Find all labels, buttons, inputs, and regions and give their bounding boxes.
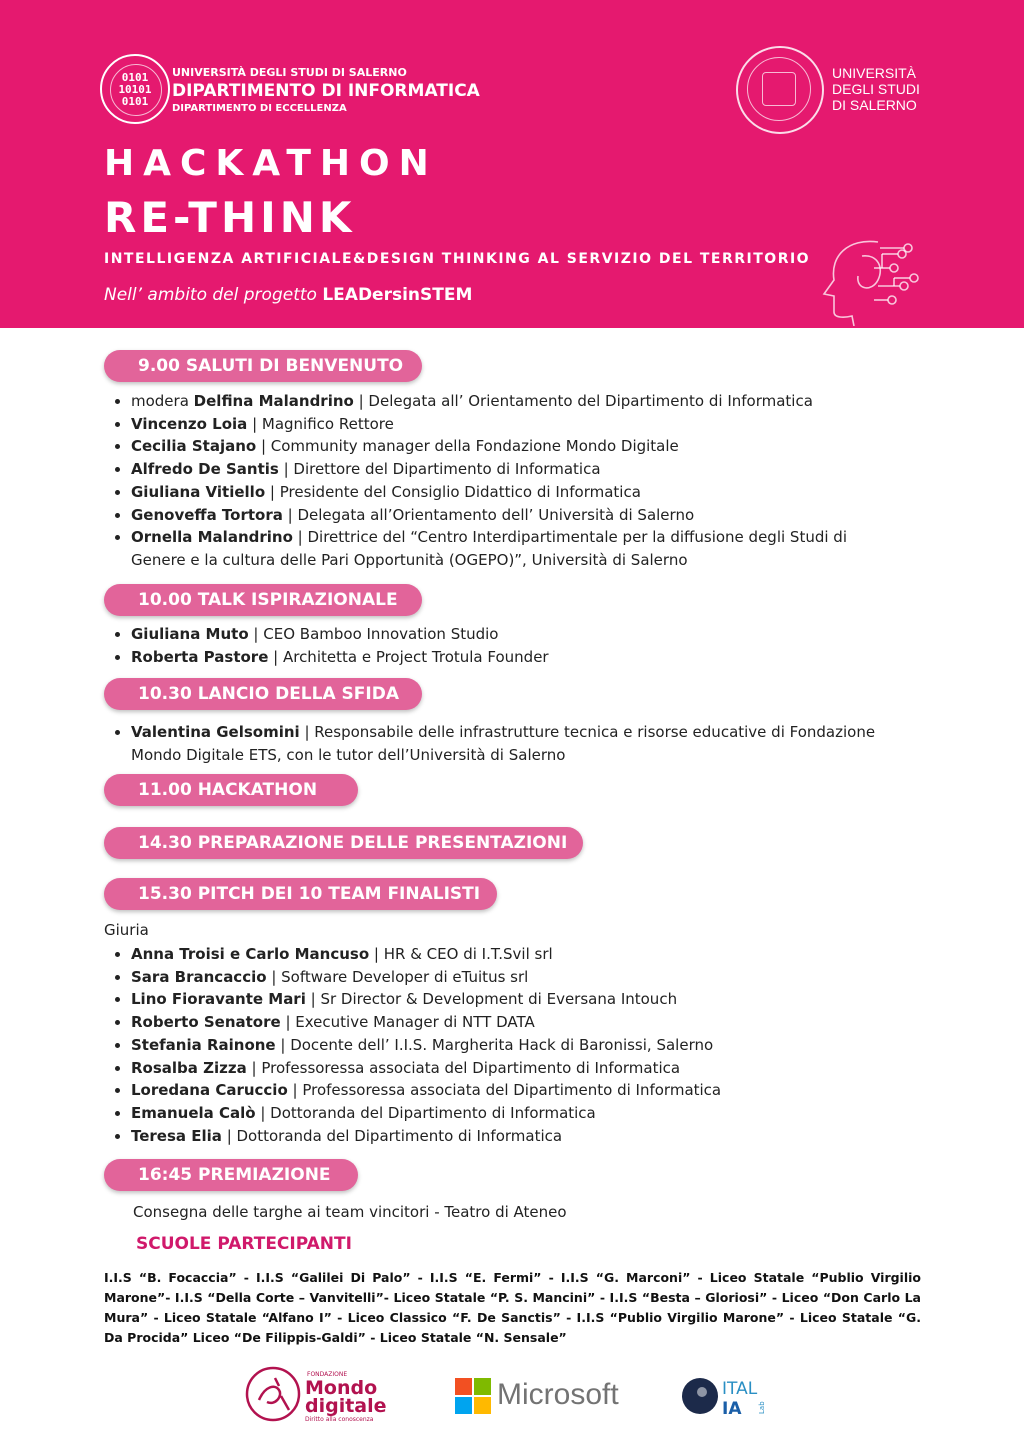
speaker-name: Genoveffa Tortora	[131, 505, 283, 524]
jury-role: | Sr Director & Development di Eversana Intouch	[305, 990, 678, 1009]
jury-role: | Dottoranda del Dipartimento di Informatica	[255, 1103, 596, 1122]
list-item	[131, 623, 891, 646]
challenge-speaker-list	[111, 721, 891, 766]
speaker-role: | Community manager della Fondazione Mondo Digitale	[256, 437, 679, 456]
header-banner	[0, 0, 1024, 328]
university-line: DEGLI STUDI	[832, 81, 920, 97]
list-item	[131, 1057, 891, 1080]
jury-name: Emanuela Calò	[131, 1103, 256, 1122]
jury-name: Loredana Caruccio	[131, 1081, 288, 1100]
jury-role: | Dottoranda del Dipartimento di Informatica	[221, 1126, 563, 1145]
list-item	[131, 481, 891, 504]
dept-line-2: DIPARTIMENTO DI INFORMATICA	[172, 81, 480, 101]
list-item	[131, 413, 891, 436]
section-header-challenge: 10.30 LANCIO DELLA SFIDA	[104, 678, 422, 710]
project-name: LEADersinSTEM	[322, 285, 473, 305]
list-item	[131, 1125, 891, 1148]
microsoft-wordmark: Microsoft	[497, 1378, 619, 1411]
md-line-1: Mondo	[305, 1377, 378, 1399]
list-item	[131, 458, 891, 481]
logo-bits-row: 0101	[121, 71, 149, 84]
talk-speaker-list	[111, 623, 891, 668]
italia-lab-logo	[680, 1372, 776, 1420]
dept-line-3: DIPARTIMENTO DI ECCELLENZA	[172, 103, 347, 114]
speaker-name: Ornella Malandrino	[131, 528, 293, 547]
university-line: DI SALERNO	[832, 97, 917, 113]
jury-name: Roberto Senatore	[131, 1013, 281, 1032]
jury-name: Sara Brancaccio	[131, 967, 267, 986]
jury-name: Anna Troisi e Carlo Mancuso	[131, 945, 370, 963]
speaker-name: Valentina Gelsomini	[131, 723, 300, 741]
speaker-role: | Architetta e Project Trotula Founder	[268, 647, 549, 666]
section-header-presentations: 14.30 PREPARAZIONE DELLE PRESENTAZIONI	[104, 827, 583, 859]
jury-label: Giuria	[104, 921, 149, 939]
md-figure	[259, 1378, 289, 1410]
logo-binary	[102, 72, 168, 108]
list-item	[131, 721, 891, 766]
jury-role: | Software Developer di eTuitus srl	[266, 967, 529, 986]
project-line	[104, 285, 472, 305]
section-header-pitch: 15.30 PITCH DEI 10 TEAM FINALISTI	[104, 878, 497, 910]
md-line-2: digitale	[305, 1395, 387, 1417]
ms-square-blue	[455, 1397, 472, 1414]
ital-line-2: IA	[722, 1399, 742, 1419]
awards-note: Consegna delle targhe ai team vincitori - Teatro di Ateneo	[133, 1203, 567, 1221]
ai-head-icon	[818, 234, 922, 326]
list-item	[131, 646, 891, 669]
mondo-digitale-logo	[245, 1366, 395, 1424]
jury-role: | Docente dell’ I.I.S. Margherita Hack di Baronissi, Salerno	[275, 1035, 714, 1054]
jury-role: | HR & CEO di I.T.Svil srl	[369, 945, 553, 963]
section-header-awards: 16:45 PREMIAZIONE	[104, 1159, 358, 1191]
section-header-hackathon: 11.00 HACKATHON	[104, 774, 358, 806]
university-seal-icon	[736, 46, 824, 134]
md-circle	[247, 1368, 299, 1420]
speaker-role: | Presidente del Consiglio Didattico di Informatica	[265, 482, 641, 501]
department-name	[172, 66, 480, 114]
list-item	[131, 966, 891, 989]
jury-name: Lino Fioravante Mari	[131, 990, 306, 1009]
event-title-line-2: RE-THINK	[104, 193, 356, 242]
list-item	[131, 1079, 891, 1102]
ms-square-red	[455, 1378, 472, 1395]
microsoft-logo-icon	[455, 1378, 491, 1414]
section-header-welcome: 9.00 SALUTI DI BENVENUTO	[104, 350, 422, 382]
jury-name: Rosalba Zizza	[131, 1058, 247, 1077]
schools-text: I.I.S “B. Focaccia” - I.I.S “Galilei Di Palo” - I.I.S “E. Fermi” - I.I.S “G. Marconi” - Liceo Statale “Publio Virgilio Marone”- I.I.S “Della Corte – Vanvitelli”- Liceo Statale “P. S. Mancini” - I.I.S “Besta – Gloriosi” - Liceo “Don Carlo La Mura” - Liceo Statale “Alfano I” - Liceo Classico “F. De Sanctis” - I.I.S “Publio Virgilio Marone” - Liceo Statale “G. Da Procida” Liceo “De Filippis-Galdi” - Liceo Statale “N. Sensale”	[104, 1270, 921, 1345]
speaker-role: | Magnifico Rettore	[247, 414, 394, 433]
ital-line-1: ITAL	[722, 1379, 758, 1399]
speaker-name: Giuliana Muto	[131, 625, 249, 643]
list-item	[131, 390, 891, 413]
university-name	[832, 65, 920, 113]
jury-name: Teresa Elia	[131, 1126, 222, 1145]
speaker-name: Alfredo De Santis	[131, 460, 279, 479]
project-prefix: Nell’ ambito del progetto	[104, 285, 323, 305]
list-item	[131, 435, 891, 458]
item-prefix: modera	[131, 392, 194, 410]
speaker-role: | Delegata all’Orientamento dell’ Università di Salerno	[282, 505, 695, 524]
event-subtitle: INTELLIGENZA ARTIFICIALE&DESIGN THINKING AL SERVIZIO DEL TERRITORIO	[104, 251, 811, 267]
speaker-name: Delfina Malandrino	[193, 392, 354, 410]
speaker-name: Roberta Pastore	[131, 647, 269, 666]
speaker-name: Cecilia Stajano	[131, 437, 257, 456]
md-small-text: FONDAZIONE	[307, 1371, 348, 1378]
list-item	[131, 1034, 891, 1057]
ital-head-dot	[697, 1387, 707, 1397]
list-item	[131, 526, 891, 571]
jury-name: Stefania Rainone	[131, 1035, 276, 1054]
ms-square-yellow	[474, 1397, 491, 1414]
md-tagline: Diritto alla conoscenza	[305, 1416, 374, 1423]
speaker-role: | Direttrice del “Centro Interdipartimentale per la diffusione degli Studi di Genere e la cultura delle Pari Opportunità (OGEPO)”, Università di Salerno	[131, 528, 847, 569]
speaker-role: | CEO Bamboo Innovation Studio	[248, 625, 499, 643]
ital-lab: Lab	[758, 1401, 766, 1414]
welcome-speaker-list	[111, 390, 891, 572]
list-item	[131, 943, 891, 966]
speaker-role: | Direttore del Dipartimento di Informatica	[278, 460, 601, 479]
university-line: UNIVERSITÀ	[832, 65, 917, 81]
jury-list	[111, 943, 891, 1147]
list-item	[131, 504, 891, 527]
speaker-name: Vincenzo Loia	[131, 414, 248, 433]
list-item	[131, 988, 891, 1011]
seal-shield	[762, 72, 796, 106]
speaker-name: Giuliana Vitiello	[131, 482, 266, 501]
speaker-role: | Responsabile delle infrastrutture tecnica e risorse educative di Fondazione Mondo Digitale ETS, con le tutor dell’Università di Salerno	[131, 723, 876, 764]
list-item	[131, 1102, 891, 1125]
jury-role: | Professoressa associata del Dipartimento di Informatica	[287, 1081, 722, 1100]
section-header-talk: 10.00 TALK ISPIRAZIONALE	[104, 584, 422, 616]
list-item	[131, 1011, 891, 1034]
jury-role: | Executive Manager di NTT DATA	[280, 1013, 535, 1032]
ms-square-green	[474, 1378, 491, 1395]
logo-bits-row: 10101	[118, 83, 152, 96]
dept-line-1: UNIVERSITÀ DEGLI STUDI DI SALERNO	[172, 66, 407, 79]
jury-role: | Professoressa associata del Dipartimento di Informatica	[246, 1058, 681, 1077]
speaker-role: | Delegata all’ Orientamento del Dipartimento di Informatica	[353, 392, 813, 410]
schools-title: SCUOLE PARTECIPANTI	[136, 1234, 352, 1254]
informatica-logo	[100, 54, 170, 124]
event-title-line-1: HACKATHON	[104, 143, 438, 184]
logo-bits-row: 0101	[121, 95, 149, 108]
